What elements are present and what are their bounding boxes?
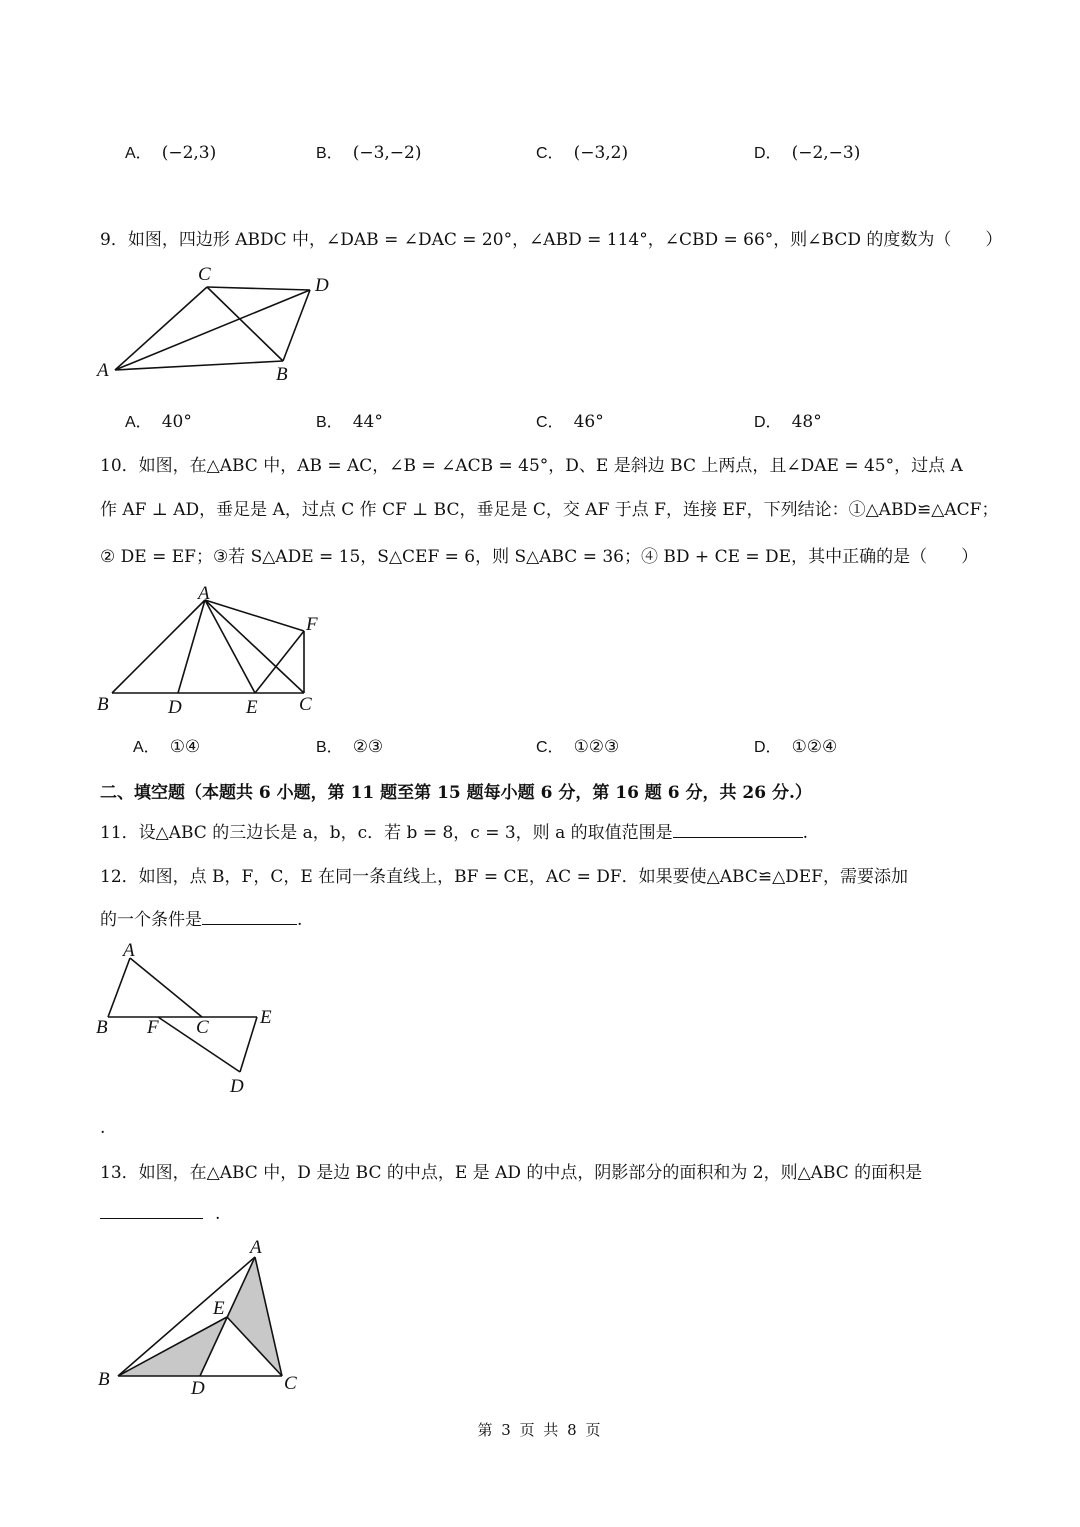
q10-option-c: C． ①②③ (536, 737, 620, 757)
q13-answer-blank[interactable] (100, 1200, 203, 1219)
q10-label-d: D (168, 697, 182, 718)
q12-line-1: 12．如图，点 B，F，C，E 在同一条直线上，BF = CE，AC = DF．如果要使△ABC≌△DEF，需要添加 (100, 867, 908, 887)
q9-option-a: A． 40° (125, 412, 192, 432)
q12-answer-blank[interactable] (202, 906, 297, 925)
q13-figure (100, 1245, 300, 1395)
q12-trailing-dot: . (100, 1118, 106, 1138)
q10-option-a: A． ①④ (133, 737, 201, 757)
q13-label-c: C (284, 1373, 297, 1394)
q9-label-d: D (315, 275, 329, 296)
q12-label-f: F (147, 1017, 159, 1038)
q13-label-b: B (98, 1369, 110, 1390)
q12-figure (100, 950, 280, 1080)
q8-option-b: B． (−3,−2) (316, 143, 422, 163)
q10-label-f: F (306, 614, 318, 635)
q11-answer-blank[interactable] (673, 819, 803, 838)
q13-label-e: E (213, 1298, 225, 1319)
q9-option-d: D． 48° (754, 412, 822, 432)
q8-option-c: C． (−3,2) (536, 143, 629, 163)
q10-label-c: C (299, 694, 312, 715)
q9-label-c: C (198, 264, 211, 285)
q9-question: 9．如图，四边形 ABDC 中，∠DAB = ∠DAC = 20°，∠ABD = 114°，∠CBD = 66°，则∠BCD 的度数为（ ） (100, 230, 1003, 250)
q12-label-a: A (123, 940, 135, 961)
q8-option-d: D． (−2,−3) (754, 143, 861, 163)
page-footer: 第 3 页 共 8 页 (477, 1421, 603, 1439)
q10-line-1: 10．如图，在△ABC 中，AB = AC，∠B = ∠ACB = 45°，D、E 是斜边 BC 上两点，且∠DAE = 45°，过点 A (100, 456, 963, 476)
q12-line-2: 的一个条件是 . (100, 905, 302, 930)
q13-label-d: D (191, 1378, 205, 1399)
q9-figure (95, 265, 345, 385)
q13-label-a: A (250, 1237, 262, 1258)
q8-option-a: A． (−2,3) (125, 143, 217, 163)
q10-figure (100, 590, 330, 700)
q10-option-b: B． ②③ (316, 737, 384, 757)
q9-label-b: B (276, 364, 288, 385)
q12-label-e: E (260, 1007, 272, 1028)
q10-line-3: ② DE = EF；③若 S△ADE = 15，S△CEF = 6，则 S△ABC = 36；④ BD + CE = DE，其中正确的是（ ） (100, 547, 979, 567)
q10-line-2: 作 AF ⊥ AD，垂足是 A，过点 C 作 CF ⊥ BC，垂足是 C，交 AF 于点 F，连接 EF，下列结论：①△ABD≌△ACF； (100, 500, 999, 520)
q10-option-d: D． ①②④ (754, 737, 838, 757)
q9-option-b: B． 44° (316, 412, 383, 432)
q12-label-c: C (196, 1017, 209, 1038)
q9-option-c: C． 46° (536, 412, 604, 432)
section-2-heading: 二、填空题（本题共 6 小题，第 11 题至第 15 题每小题 6 分，第 16 题 6 分，共 26 分.） (100, 783, 812, 803)
q10-label-e: E (246, 697, 258, 718)
q13-line-2: . (100, 1200, 220, 1224)
q9-label-a: A (97, 360, 109, 381)
q10-label-a: A (198, 583, 210, 604)
q11-question: 11．设△ABC 的三边长是 a，b，c．若 b = 8，c = 3，则 a 的取值范围是 . (100, 818, 808, 843)
q12-label-d: D (230, 1076, 244, 1097)
q10-label-b: B (97, 694, 109, 715)
q13-line-1: 13．如图，在△ABC 中，D 是边 BC 的中点，E 是 AD 的中点，阴影部分的面积和为 2，则△ABC 的面积是 (100, 1163, 923, 1183)
q12-label-b: B (96, 1017, 108, 1038)
